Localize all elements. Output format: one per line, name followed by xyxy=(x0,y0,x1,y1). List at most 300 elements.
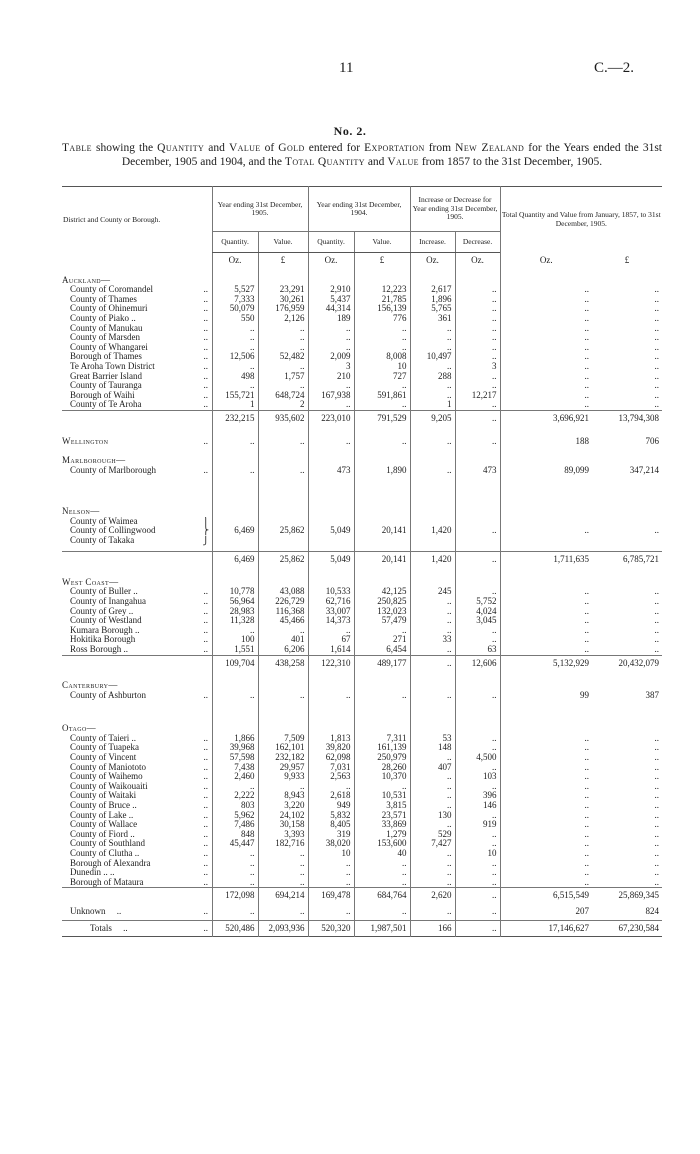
gold-export-table xyxy=(62,186,662,939)
cell-increase: .. xyxy=(410,343,455,353)
cell-increase: .. xyxy=(410,597,455,607)
empty-cell xyxy=(212,517,258,527)
leader-dots: .. xyxy=(203,294,208,304)
row-label: County of Buller .. xyxy=(70,587,138,597)
cell-total-quantity: .. xyxy=(500,597,592,607)
cell-value-1904: 727 xyxy=(354,372,410,382)
unit-label: £ xyxy=(354,253,410,266)
cell-total-value: .. xyxy=(654,753,660,763)
row-label: Dunedin .. .. xyxy=(70,868,115,878)
cell-increase: .. xyxy=(410,427,455,447)
empty-cell xyxy=(212,266,258,286)
cell-quantity-1905: 5,527 xyxy=(212,285,258,295)
cell-value-1905: .. xyxy=(258,362,308,372)
cell-value-1904: .. xyxy=(354,626,410,636)
table-row xyxy=(62,734,662,744)
table-row xyxy=(62,372,662,382)
empty-cell xyxy=(308,517,354,527)
cell-quantity-1905: 803 xyxy=(212,801,258,811)
table-row xyxy=(62,626,662,636)
cell-value-1904: 57,479 xyxy=(354,616,410,626)
cell-quantity-1905: .. xyxy=(212,362,258,372)
row-label: County of Lake .. xyxy=(70,810,134,820)
cell-quantity-1904: .. xyxy=(308,859,354,869)
leader-dots: .. xyxy=(203,868,208,878)
cell-increase: 7,427 xyxy=(410,839,455,849)
row-label: Borough of Thames xyxy=(70,352,142,362)
cell-value-1904: 6,454 xyxy=(354,645,410,655)
district-heading-row xyxy=(62,671,662,691)
cell-value-1905: 30,158 xyxy=(258,820,308,830)
cell-quantity-1905: 6,469 xyxy=(212,526,258,536)
cell-increase: .. xyxy=(410,801,455,811)
empty-cell xyxy=(410,536,455,546)
spacer-cell xyxy=(62,888,200,904)
cell-value-1904: 20,141 xyxy=(354,526,410,536)
district-heading-row xyxy=(62,266,662,286)
leader-dots: .. xyxy=(203,285,208,295)
row-label: County of Takaka xyxy=(70,536,135,546)
cell-increase: .. xyxy=(410,868,455,878)
leader-dots: .. xyxy=(203,465,208,475)
cell-total-quantity: 3,696,921 xyxy=(500,410,592,426)
cell-value-1904: 684,764 xyxy=(354,888,410,904)
cell-quantity-1905: 100 xyxy=(212,635,258,645)
empty-cell xyxy=(592,700,662,714)
cell-total-value: .. xyxy=(654,606,660,616)
table-row xyxy=(62,691,662,701)
empty-cell xyxy=(500,517,592,527)
leader-dots: .. xyxy=(203,361,208,371)
leader-dots: .. xyxy=(203,625,208,635)
cell-value-1904: .. xyxy=(354,427,410,447)
cell-total-quantity: .. xyxy=(500,352,592,362)
leader-dots: .. xyxy=(203,304,208,314)
cell-value-1905: 25,862 xyxy=(258,526,308,536)
table-row xyxy=(62,868,662,878)
cell-increase: 1 xyxy=(410,400,455,410)
cell-value-1904: .. xyxy=(354,691,410,701)
leader-dots: .. xyxy=(203,587,208,597)
cell-total-quantity: .. xyxy=(500,763,592,773)
district-row xyxy=(62,427,662,447)
cell-value-1905: 162,101 xyxy=(258,743,308,753)
leader-dots: .. xyxy=(203,333,208,343)
empty-cell xyxy=(410,700,455,714)
row-label: County of Coromandel xyxy=(70,285,153,295)
row-label: County of Tauranga xyxy=(70,381,142,391)
cell-total-value: .. xyxy=(654,304,660,314)
cell-total-value: .. xyxy=(654,868,660,878)
empty-cell xyxy=(592,446,662,466)
cell-value-1905: 52,482 xyxy=(258,352,308,362)
cell-total-value: 25,869,345 xyxy=(592,888,662,904)
cell-decrease: 396 xyxy=(455,791,500,801)
cell-increase: .. xyxy=(410,616,455,626)
cell-decrease: 63 xyxy=(455,645,500,655)
cell-total-quantity: .. xyxy=(500,734,592,744)
cell-value-1904: 10,531 xyxy=(354,791,410,801)
cell-total-quantity: .. xyxy=(500,304,592,314)
cell-decrease: .. xyxy=(455,304,500,314)
table-row xyxy=(62,753,662,763)
cell-quantity-1905: 172,098 xyxy=(212,888,258,904)
cell-total-value: .. xyxy=(654,877,660,887)
empty-cell xyxy=(500,714,592,734)
empty-cell xyxy=(592,475,662,497)
cell-value-1905: 1,757 xyxy=(258,372,308,382)
empty-cell xyxy=(308,714,354,734)
caption-part: from xyxy=(424,142,456,154)
cell-quantity-1904: 14,373 xyxy=(308,616,354,626)
unit-label: Oz. xyxy=(410,253,455,266)
cell-total-quantity: .. xyxy=(500,381,592,391)
table-number: No. 2. xyxy=(333,124,367,138)
cell-increase: 9,205 xyxy=(410,410,455,426)
row-label: County of Waimea xyxy=(70,516,138,526)
empty-cell xyxy=(354,700,410,714)
cell-decrease: 10 xyxy=(455,849,500,859)
cell-total-value: 13,794,308 xyxy=(592,410,662,426)
cell-quantity-1904: .. xyxy=(308,691,354,701)
cell-quantity-1905: 1 xyxy=(212,400,258,410)
cell-value-1904: 271 xyxy=(354,635,410,645)
cell-increase: .. xyxy=(410,324,455,334)
cell-increase: .. xyxy=(410,904,455,920)
cell-decrease: 3 xyxy=(455,362,500,372)
empty-cell xyxy=(455,671,500,691)
cell-value-1904: .. xyxy=(354,859,410,869)
cell-quantity-1904: 44,314 xyxy=(308,304,354,314)
empty-cell xyxy=(258,700,308,714)
row-label: County of Wallace xyxy=(70,820,138,830)
row-label: County of Tuapeka xyxy=(70,743,140,753)
cell-value-1905: 9,933 xyxy=(258,772,308,782)
empty-cell xyxy=(500,266,592,286)
cell-increase: 529 xyxy=(410,830,455,840)
district-heading: Wellington xyxy=(62,435,109,446)
district-heading: Nelson— xyxy=(62,506,100,517)
cell-value-1904: 776 xyxy=(354,314,410,324)
cell-quantity-1904: 169,478 xyxy=(308,888,354,904)
row-label: County of Collingwood xyxy=(70,526,156,536)
district-heading-row xyxy=(62,714,662,734)
cell-increase: 361 xyxy=(410,314,455,324)
cell-total-quantity: .. xyxy=(500,295,592,305)
leader-dots: .. xyxy=(203,390,208,400)
spacer-cell xyxy=(200,446,212,466)
table-row xyxy=(62,830,662,840)
table-row xyxy=(62,878,662,888)
cell-decrease: .. xyxy=(455,295,500,305)
page-number: 11 xyxy=(339,60,354,76)
cell-quantity-1904: 223,010 xyxy=(308,410,354,426)
caption-part: Total Quantity xyxy=(284,156,365,168)
cell-quantity-1905: .. xyxy=(212,427,258,447)
cell-increase: 53 xyxy=(410,734,455,744)
cell-quantity-1905: 520,486 xyxy=(212,920,258,937)
cell-quantity-1904: 5,832 xyxy=(308,811,354,821)
cell-increase: .. xyxy=(410,753,455,763)
empty-cell xyxy=(354,714,410,734)
cell-decrease: .. xyxy=(455,904,500,920)
cell-total-quantity: .. xyxy=(500,526,592,536)
spacer-row xyxy=(62,475,662,497)
caption-part: showing the xyxy=(91,142,158,154)
unit-label: £ xyxy=(624,254,630,265)
cell-quantity-1904: 38,020 xyxy=(308,839,354,849)
row-label: County of Maniototo xyxy=(70,762,146,772)
cell-value-1905: .. xyxy=(258,324,308,334)
unknown-label: Unknown xyxy=(70,905,106,916)
cell-total-quantity: .. xyxy=(500,372,592,382)
leader-dots: .. xyxy=(203,743,208,753)
caption-part: Value xyxy=(387,156,419,168)
cell-quantity-1904: 167,938 xyxy=(308,391,354,401)
unit-label: £ xyxy=(258,253,308,266)
empty-cell xyxy=(354,497,410,517)
empty-cell xyxy=(308,497,354,517)
cell-total-value: 387 xyxy=(645,690,660,700)
leader-dots: .. xyxy=(203,435,208,446)
empty-cell xyxy=(592,714,662,734)
caption-part: Table xyxy=(62,142,92,154)
row-label: Great Barrier Island xyxy=(70,371,142,381)
table-row xyxy=(62,743,662,753)
district-total-row xyxy=(62,888,662,904)
cell-total-value: .. xyxy=(654,810,660,820)
table-row xyxy=(62,597,662,607)
cell-decrease: .. xyxy=(455,763,500,773)
empty-cell xyxy=(592,497,662,517)
table-row xyxy=(62,333,662,343)
cell-total-value: 824 xyxy=(645,905,660,916)
cell-increase: .. xyxy=(410,820,455,830)
caption-part: Exportation xyxy=(364,142,425,154)
cell-value-1905: 30,261 xyxy=(258,295,308,305)
cell-value-1904: 250,979 xyxy=(354,753,410,763)
empty-cell xyxy=(258,517,308,527)
row-label: County of Waikouaiti xyxy=(70,781,148,791)
cell-decrease: 4,024 xyxy=(455,607,500,617)
cell-quantity-1904: 189 xyxy=(308,314,354,324)
cell-quantity-1904: 1,813 xyxy=(308,734,354,744)
cell-total-value: .. xyxy=(654,400,660,410)
cell-value-1904: .. xyxy=(354,381,410,391)
cell-decrease: .. xyxy=(455,888,500,904)
cell-decrease: 919 xyxy=(455,820,500,830)
cell-total-value: 6,785,721 xyxy=(592,552,662,568)
cell-increase: 2,617 xyxy=(410,285,455,295)
cell-value-1905: 438,258 xyxy=(258,655,308,671)
cell-total-quantity: .. xyxy=(500,791,592,801)
cell-total-quantity: .. xyxy=(500,343,592,353)
table-row xyxy=(62,635,662,645)
table-row xyxy=(62,362,662,372)
cell-total-quantity: .. xyxy=(500,362,592,372)
cell-quantity-1904: 33,007 xyxy=(308,607,354,617)
table-row xyxy=(62,616,662,626)
cell-total-value: .. xyxy=(654,323,660,333)
cell-total-value: 67,230,584 xyxy=(592,920,662,937)
cell-value-1905: 2 xyxy=(258,400,308,410)
cell-total-quantity: .. xyxy=(500,635,592,645)
cell-total-quantity: .. xyxy=(500,868,592,878)
leader-dots: .. xyxy=(203,839,208,849)
cell-quantity-1905: 7,333 xyxy=(212,295,258,305)
table-row xyxy=(62,400,662,410)
leader-dots: .. xyxy=(200,920,212,937)
table-row xyxy=(62,343,662,353)
cell-value-1905: 3,393 xyxy=(258,830,308,840)
cell-total-quantity: .. xyxy=(500,587,592,597)
cell-total-quantity: .. xyxy=(500,820,592,830)
row-label: County of Marsden xyxy=(70,333,140,343)
cell-total-value: .. xyxy=(654,352,660,362)
cell-value-1904: 40 xyxy=(354,849,410,859)
cell-total-quantity: 5,132,929 xyxy=(500,655,592,671)
spacer-cell xyxy=(200,552,212,568)
empty-cell xyxy=(410,517,455,527)
column-header-decrease: Decrease. xyxy=(455,232,500,253)
cell-decrease: .. xyxy=(455,285,500,295)
cell-value-1904: 20,141 xyxy=(354,552,410,568)
cell-value-1905: 23,291 xyxy=(258,285,308,295)
leader-dots: .. xyxy=(203,829,208,839)
row-label: Borough of Waihi xyxy=(70,390,135,400)
cell-total-value: 706 xyxy=(645,435,660,446)
empty-cell xyxy=(455,568,500,588)
cell-total-value: .. xyxy=(654,390,660,400)
cell-decrease: .. xyxy=(455,868,500,878)
cell-quantity-1905: 498 xyxy=(212,372,258,382)
cell-increase: .. xyxy=(410,381,455,391)
leader-dots: .. xyxy=(203,352,208,362)
cell-value-1905: .. xyxy=(258,381,308,391)
cell-quantity-1904: .. xyxy=(308,868,354,878)
district-heading-row xyxy=(62,446,662,466)
empty-cell xyxy=(500,536,592,546)
cell-total-quantity: .. xyxy=(500,743,592,753)
cell-decrease: .. xyxy=(455,381,500,391)
cell-decrease: .. xyxy=(455,782,500,792)
empty-cell xyxy=(410,568,455,588)
cell-value-1904: .. xyxy=(354,343,410,353)
cell-quantity-1905: .. xyxy=(212,381,258,391)
leader-dots: .. xyxy=(203,323,208,333)
district-total-row xyxy=(62,655,662,671)
cell-total-quantity: 188 xyxy=(500,427,592,447)
empty-cell xyxy=(212,475,258,497)
cell-value-1904: 10 xyxy=(354,362,410,372)
cell-total-value: .. xyxy=(654,596,660,606)
spacer-cell xyxy=(200,714,212,734)
cell-value-1904: 489,177 xyxy=(354,655,410,671)
cell-decrease: .. xyxy=(455,352,500,362)
table-row xyxy=(62,801,662,811)
column-header-increase-decrease: Increase or Decrease for Year ending 31st December, 1905. xyxy=(410,187,500,232)
cell-decrease: .. xyxy=(455,587,500,597)
table-row xyxy=(62,849,662,859)
cell-increase: .. xyxy=(410,691,455,701)
cell-value-1904: .. xyxy=(354,878,410,888)
cell-value-1905: 2,093,936 xyxy=(258,920,308,937)
cell-total-value: .. xyxy=(654,635,660,645)
cell-decrease: .. xyxy=(455,920,500,937)
leader-dots: .. xyxy=(203,801,208,811)
cell-increase: 166 xyxy=(410,920,455,937)
cell-value-1905: 694,214 xyxy=(258,888,308,904)
cell-value-1904: 23,571 xyxy=(354,811,410,821)
empty-cell xyxy=(592,671,662,691)
cell-quantity-1904: 62,716 xyxy=(308,597,354,607)
cell-value-1904: 153,600 xyxy=(354,839,410,849)
district-heading-row xyxy=(62,568,662,588)
empty-cell xyxy=(354,536,410,546)
cell-quantity-1905: 28,983 xyxy=(212,607,258,617)
cell-value-1905: .. xyxy=(258,343,308,353)
cell-quantity-1904: 949 xyxy=(308,801,354,811)
leader-dots: .. xyxy=(203,849,208,858)
empty-cell xyxy=(410,266,455,286)
cell-value-1905: .. xyxy=(258,626,308,636)
column-header-value-1904: Value. xyxy=(354,232,410,253)
row-label: County of Ohinemuri xyxy=(70,304,148,314)
empty-cell xyxy=(500,568,592,588)
empty-cell xyxy=(410,671,455,691)
table-row xyxy=(62,839,662,849)
empty-cell xyxy=(308,475,354,497)
district-total-row xyxy=(62,552,662,568)
cell-quantity-1905: .. xyxy=(212,466,258,476)
spacer-cell xyxy=(200,655,212,671)
cell-value-1905: 7,509 xyxy=(258,734,308,744)
cell-total-value: .. xyxy=(654,625,660,635)
cell-quantity-1904: .. xyxy=(308,333,354,343)
cell-quantity-1904: .. xyxy=(308,381,354,391)
cell-total-value: .. xyxy=(654,313,660,323)
leader-dots: .. xyxy=(203,820,208,830)
cell-total-value: .. xyxy=(654,801,660,811)
row-label: County of Clutha .. xyxy=(70,849,140,858)
cell-decrease: .. xyxy=(455,878,500,888)
row-label: County of Te Aroha xyxy=(70,400,142,410)
empty-cell xyxy=(592,517,662,527)
cell-quantity-1905: 11,328 xyxy=(212,616,258,626)
column-header-district: District and County or Borough. xyxy=(63,214,161,224)
cell-increase: .. xyxy=(410,645,455,655)
cell-value-1905: 45,466 xyxy=(258,616,308,626)
cell-increase: .. xyxy=(410,772,455,782)
cell-decrease: .. xyxy=(455,324,500,334)
cell-increase: 10,497 xyxy=(410,352,455,362)
cell-total-value: .. xyxy=(654,762,660,772)
cell-increase: 1,896 xyxy=(410,295,455,305)
cell-quantity-1905: .. xyxy=(212,324,258,334)
row-label: County of Southland xyxy=(70,839,146,849)
table-row xyxy=(62,763,662,773)
caption-part: of xyxy=(260,142,279,154)
cell-decrease: .. xyxy=(455,400,500,410)
cell-total-quantity: .. xyxy=(500,626,592,636)
cell-value-1905: .. xyxy=(258,466,308,476)
table-row xyxy=(62,645,662,655)
cell-quantity-1905: 1,551 xyxy=(212,645,258,655)
cell-value-1904: 1,279 xyxy=(354,830,410,840)
units-row xyxy=(62,253,662,266)
column-header-value-1905: Value. xyxy=(258,232,308,253)
cell-value-1905: 116,368 xyxy=(258,607,308,617)
